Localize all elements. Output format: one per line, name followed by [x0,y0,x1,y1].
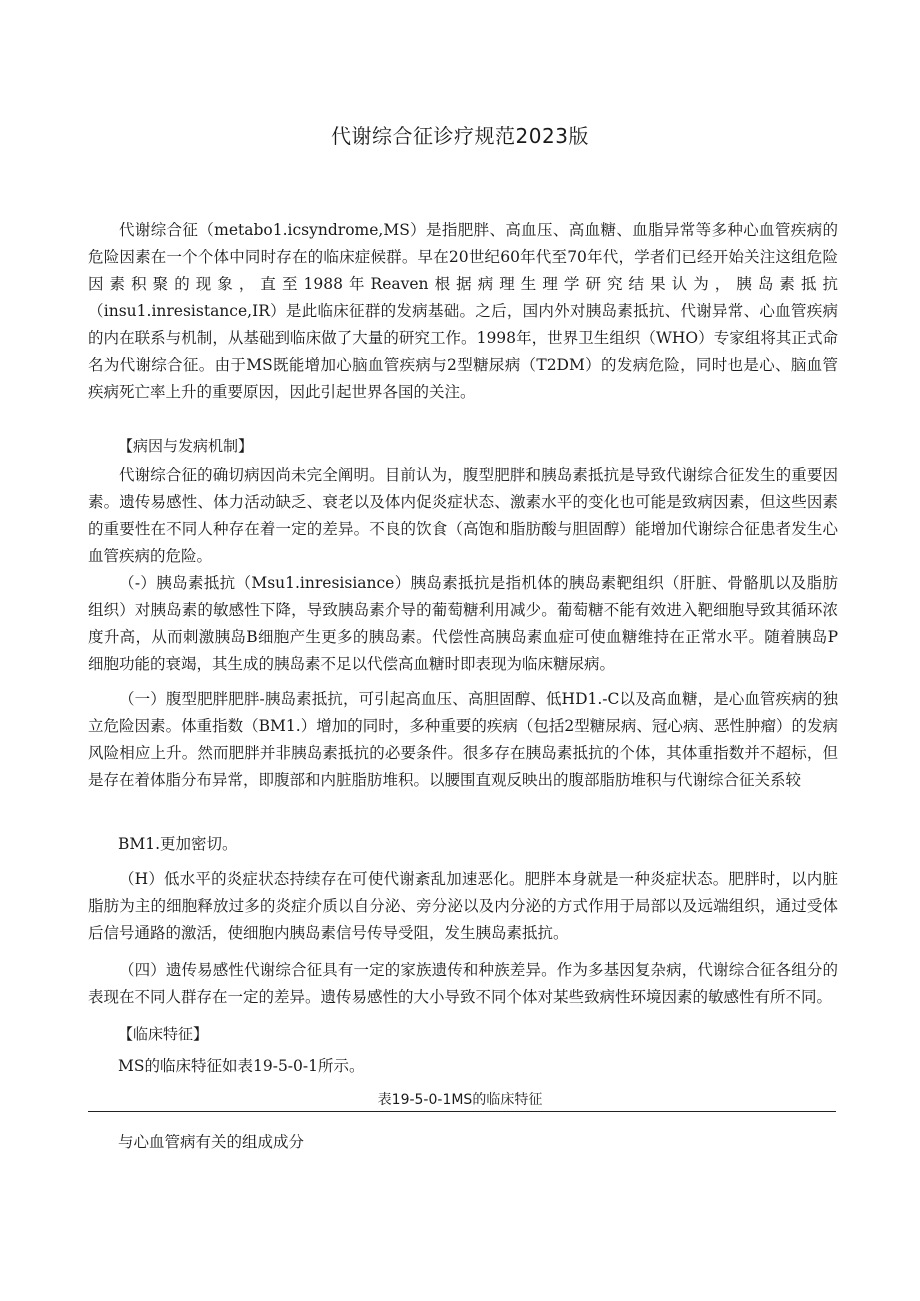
etiology-paragraph-genetics: （四）遗传易感性代谢综合征具有一定的家族遗传和种族差异。作为多基因复杂病，代谢综合征各组分的表现在不同人群存在一定的差异。遗传易感性的大小导致不同个体对某些致病性环境因素的敏感性有所不同。 [88,961,838,1006]
etiology-paragraph-inflammation: （H）低水平的炎症状态持续存在可使代谢紊乱加速恶化。肥胖本身就是一种炎症状态。肥胖时，以内脏脂肪为主的细胞释放过多的炎症介质以自分泌、旁分泌以及内分泌的方式作用于局部以及远端组织，通过受体后信号通路的激活，使细胞内胰岛素信号传导受阻，发生胰岛素抵抗。 [88,870,838,942]
section-heading-clinical-features: 【临床特征】 [118,1025,209,1043]
etiology-paragraph-abdominal-obesity: （一）腹型肥胖肥胖-胰岛素抵抗，可引起高血压、高胆固醇、低HD1.-C以及高血糖，是心血管疾病的独立危险因素。体重指数（BM1.）增加的同时，多种重要的疾病（包括2型糖尿病、冠心病、恶性肿瘤）的发病风险相应上升。然而肥胖并非胰岛素抵抗的必要条件。很多存在胰岛素抵抗的个体，其体重指数并不超标，但是存在着体脂分布异常，即腹部和内脏脂肪堆积。以腰围直观反映出的腹部脂肪堆积与代谢综合征关系较 [88,690,838,789]
etiology-paragraph-abdominal-obesity-continued: BM1.更加密切。 [118,835,238,853]
etiology-paragraph-insulin-resistance: （-）胰岛素抵抗（Msu1.inresisiance）胰岛素抵抗是指机体的胰岛素靶组织（肝脏、骨骼肌以及脂肪组织）对胰岛素的敏感性下降，导致胰岛素介导的葡萄糖利用减少。葡萄糖不能有效进入靶细胞导致其循环浓度升高，从而刺激胰岛B细胞产生更多的胰岛素。代偿性高胰岛素血症可使血糖维持在正常水平。随着胰岛P细胞功能的衰竭，其生成的胰岛素不足以代偿高血糖时即表现为临床糖尿病。 [88,574,838,673]
table-top-rule [88,1111,836,1112]
table-first-row: 与心血管病有关的组成成分 [118,1133,305,1151]
table-caption: 表19-5-0-1MS的临床特征 [377,1092,543,1108]
document-title: 代谢综合征诊疗规范2023版 [331,124,589,148]
section-heading-etiology: 【病因与发病机制】 [118,437,254,455]
intro-paragraph: 代谢综合征（metabo1.icsyndrome,MS）是指肥胖、高血压、高血糖、血脂异常等多种心血管疾病的危险因素在一个个体中同时存在的临床症候群。早在20世纪60年代至70年代，学者们已经开始关注这组危险因素积聚的现象，直至1988年Reaven根据病理生理学研究结果认为，胰岛素抵抗（insu1.inresistance,IR）是此临床征群的发病基础。之后，国内外对胰岛素抵抗、代谢异常、心血管疾病的内在联系与机制，从基础到临床做了大量的研究工作。1998年，世界卫生组织（WHO）专家组将其正式命名为代谢综合征。由于MS既能增加心脑血管疾病与2型糖尿病（T2DM）的发病危险，同时也是心、脑血管疾病死亡率上升的重要原因，因此引起世界各国的关注。 [88,221,838,401]
clinical-features-paragraph: MS的临床特征如表19-5-0-1所示。 [118,1057,365,1075]
etiology-paragraph-1: 代谢综合征的确切病因尚未完全阐明。目前认为，腹型肥胖和胰岛素抵抗是导致代谢综合征发生的重要因素。遗传易感性、体力活动缺乏、衰老以及体内促炎症状态、激素水平的变化也可能是致病因素，但这些因素的重要性在不同人种存在着一定的差异。不良的饮食（高饱和脂肪酸与胆固醇）能增加代谢综合征患者发生心血管疾病的危险。 [88,466,838,565]
